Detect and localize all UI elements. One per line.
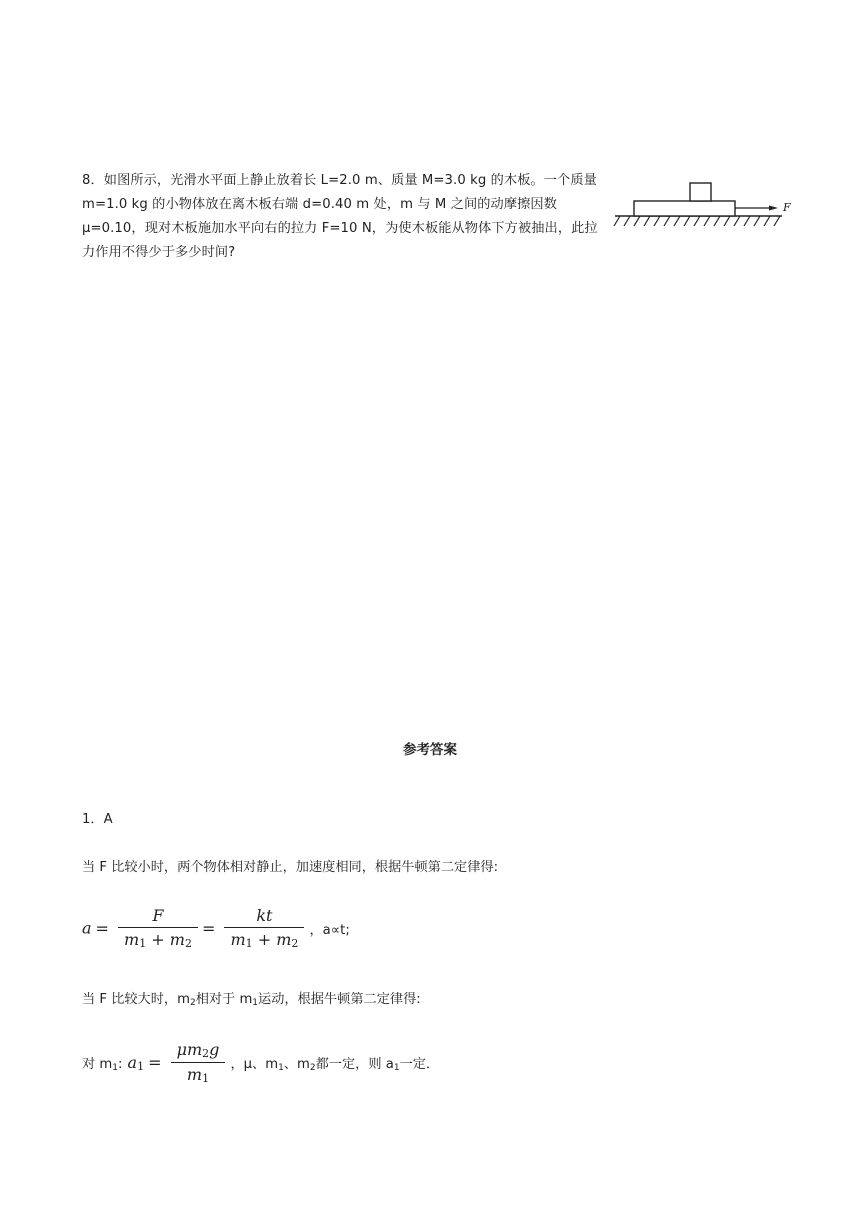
eq2-denominator: $m_1$	[171, 1062, 226, 1085]
eq1-frac1-denominator: $m_1 + m_2$	[118, 927, 198, 950]
case-large-force-text: 当 F 比较大时，$m_2$相对于 $m_1$运动，根据牛顿第二定律得:	[82, 992, 421, 1008]
eq1-tail: ，a∝t;	[309, 922, 350, 938]
eq1-fraction-1	[118, 906, 198, 950]
eq2-tail: ，μ、$m_1$、$m_2$都一定，则 $a_1$一定．	[230, 1056, 440, 1073]
case-small-force-text: 当 F 比较小时，两个物体相对静止，加速度相同，根据牛顿第二定律得:	[82, 860, 499, 875]
eq2-prefix: 对 $m_1$:	[82, 1056, 123, 1073]
board-block-figure	[612, 176, 798, 232]
eq1-frac2-numerator: kt	[256, 906, 273, 925]
arrow-head-icon	[769, 206, 778, 211]
eq2-numerator: $\mu m_2g$	[176, 1040, 220, 1060]
eq1-fraction-2	[224, 906, 304, 950]
force-label: F	[783, 201, 791, 214]
eq1-frac1-numerator: F	[152, 906, 164, 925]
equation-2: 对 $m_1$: $a_1$ = $\frac{\mu m_2g}{m_1}$ ，μ、$m_1$、$m_2$都一定，则 $a_1$一定．	[82, 1040, 440, 1085]
ground-hatching	[614, 216, 780, 226]
problem-8-text: 8．如图所示，光滑水平面上静止放着长 L=2.0 m、质量 M=3.0 kg 的木板。一个质量 m=1.0 kg 的小物体放在离木板右端 d=0.40 m 处，m 与 M 之间的动摩擦因数μ=0.10，现对木板施加水平向右的拉力 F=10 N，为使木板能从物体下方被抽出，此拉力作用不得少于多少时间?	[82, 173, 598, 260]
small-block	[690, 183, 711, 201]
answers-heading: 参考答案	[403, 742, 457, 758]
eq2-lhs: $a_1$	[127, 1052, 145, 1073]
answer-1: 1．A	[82, 812, 113, 827]
equation-1: a = $\frac{F}{m_1 + m_2}$ = $\frac{kt}{m_1 + m_2}$ ，a∝t;	[82, 906, 350, 950]
eq1-frac2-denominator: $m_1 + m_2$	[224, 927, 304, 950]
wooden-board	[634, 201, 735, 216]
eq2-fraction	[171, 1040, 226, 1085]
eq1-lhs: a	[82, 918, 92, 938]
